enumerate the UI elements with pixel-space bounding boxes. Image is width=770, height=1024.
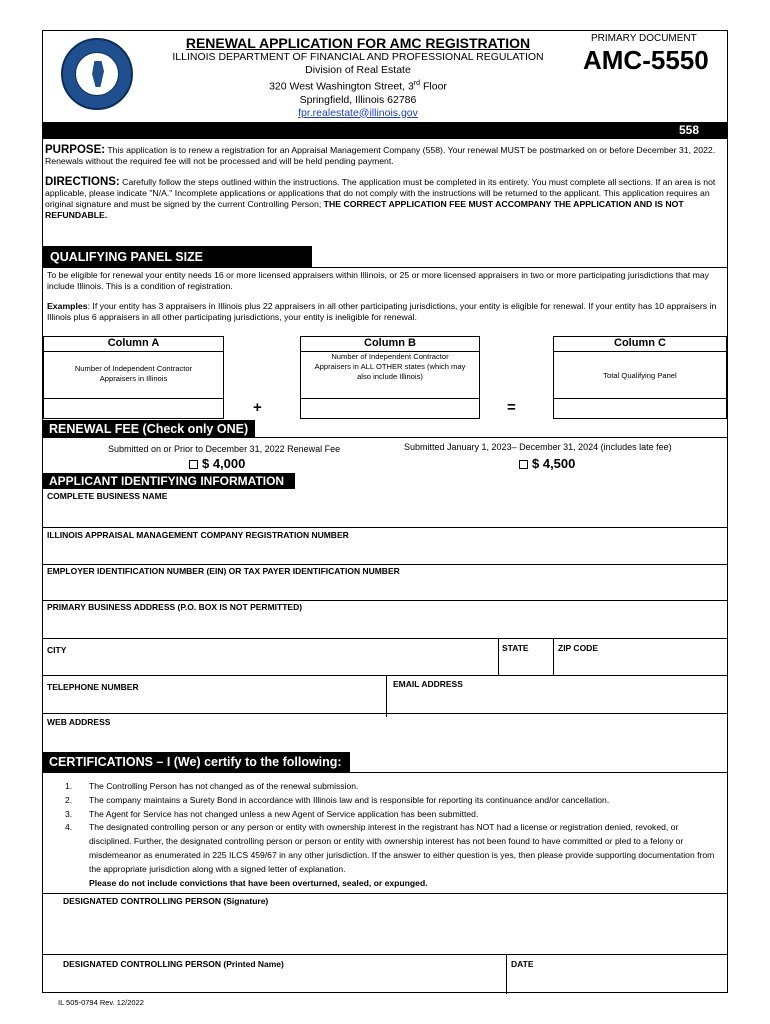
fee-heading: RENEWAL FEE (Check only ONE) bbox=[43, 420, 255, 437]
idfpr-seal-logo bbox=[61, 38, 133, 110]
email-link[interactable]: fpr.realestate@illinois.gov bbox=[298, 106, 418, 119]
examples-label: Examples bbox=[47, 301, 88, 311]
column-c-title: Column C bbox=[614, 337, 666, 349]
city-address: Springfield, Illinois 62786 bbox=[299, 93, 417, 106]
column-c-input[interactable] bbox=[554, 399, 726, 418]
date-label: DATE bbox=[511, 959, 534, 969]
business-name-field[interactable] bbox=[43, 502, 727, 527]
certifications-list bbox=[65, 780, 715, 890]
email-address-label: EMAIL ADDRESS bbox=[393, 679, 463, 689]
address-field[interactable] bbox=[43, 613, 727, 638]
applicant-heading: APPLICANT IDENTIFYING INFORMATION bbox=[43, 473, 295, 489]
zip-label: ZIP CODE bbox=[558, 643, 598, 653]
column-c-desc: Total Qualifying Panel bbox=[603, 371, 677, 380]
code-bar bbox=[43, 122, 727, 139]
column-a-desc: Number of Independent Contractor Appraisers in Illinois bbox=[74, 364, 193, 383]
license-code: 558 bbox=[678, 123, 699, 137]
department-name: ILLINOIS DEPARTMENT OF FINANCIAL AND PROFESSIONAL REGULATION bbox=[172, 51, 544, 63]
fee-option1-amount: $ 4,000 bbox=[202, 456, 246, 471]
certification-item: 3. The Agent for Service has not changed unless a new Agent of Service application has been submitted. bbox=[65, 808, 479, 819]
column-b-desc: Number of Independent Contractor Appraisers in ALL OTHER states (which may also include Illinois) bbox=[314, 352, 466, 381]
date-field[interactable] bbox=[507, 971, 726, 993]
equals-sign: = bbox=[507, 399, 516, 416]
fee-option1[interactable] bbox=[189, 456, 245, 471]
certification-bold-note: Please do not include convictions that have been overturned, sealed, or expunged. bbox=[89, 877, 428, 888]
signature-label: DESIGNATED CONTROLLING PERSON (Signature) bbox=[63, 896, 269, 906]
header-block bbox=[143, 35, 573, 120]
directions-section bbox=[45, 177, 727, 221]
form-number: AMC-5550 bbox=[583, 45, 709, 75]
fee-option2-checkbox[interactable] bbox=[519, 460, 528, 469]
state-field[interactable] bbox=[499, 657, 552, 674]
fee-option1-label: Submitted on or Prior to December 31, 2022 Renewal Fee bbox=[108, 444, 341, 454]
column-b-title: Column B bbox=[364, 337, 416, 349]
printed-name-field[interactable] bbox=[43, 971, 505, 993]
purpose-section bbox=[45, 145, 727, 167]
certification-item: 1. The Controlling Person has not changed as of the renewal submission. bbox=[65, 781, 359, 791]
web-address-label: WEB ADDRESS bbox=[47, 717, 111, 727]
signature-field[interactable] bbox=[43, 908, 727, 954]
primary-document-label: PRIMARY DOCUMENT bbox=[591, 33, 697, 44]
directions-text: Carefully follow the steps outlined within the instructions. The application must be completed in its entirety. You must complete all sections. If an area is not applicable, please indicate "N/A." Incomplete applications or applications that do not comply with the instructions will be returned to the applicant. This application requires an original signature and must be signed by the current Controlling Person; bbox=[45, 177, 716, 209]
certifications-heading: CERTIFICATIONS – I (We) certify to the following: bbox=[43, 752, 350, 772]
city-field[interactable] bbox=[43, 657, 497, 674]
email-field[interactable] bbox=[387, 693, 726, 713]
column-a-input[interactable] bbox=[44, 399, 223, 418]
purpose-heading: PURPOSE: bbox=[45, 144, 106, 156]
zip-field[interactable] bbox=[554, 657, 726, 674]
printed-name-label: DESIGNATED CONTROLLING PERSON (Printed Name) bbox=[63, 959, 284, 969]
plus-sign: + bbox=[253, 399, 262, 416]
fee-option2[interactable] bbox=[519, 456, 575, 471]
directions-bold-text: THE CORRECT APPLICATION FEE MUST ACCOMPANY THE APPLICATION AND IS NOT REFUNDABLE. bbox=[45, 199, 684, 220]
telephone-label: TELEPHONE NUMBER bbox=[47, 682, 139, 692]
registration-number-field[interactable] bbox=[43, 541, 727, 564]
application-form bbox=[42, 30, 728, 993]
form-title: RENEWAL APPLICATION FOR AMC REGISTRATION bbox=[185, 35, 531, 51]
ein-field[interactable] bbox=[43, 577, 727, 600]
fee-option1-checkbox[interactable] bbox=[189, 460, 198, 469]
web-address-field[interactable] bbox=[43, 728, 727, 750]
qualifying-text: To be eligible for renewal your entity needs 16 or more licensed appraisers within Illinois, or 25 or more licensed appraisers in two or more participating jurisdictions that may include Illinois. This is a condition of registration. bbox=[47, 270, 710, 291]
form-revision: IL 505-0794 Rev. 12/2022 bbox=[58, 998, 144, 1007]
column-a-title: Column A bbox=[107, 337, 160, 349]
certification-item: 4. The designated controlling person or any person or entity with ownership interest in the registrant has NOT had a license or registration denied, revoked, or disciplined. Further, the designated controlling person or person or entity with ownership interest has not been found to have committed or pled to a felony or misdemeanor as enumerated in 225 ILCS 459/67 in any other jurisdiction. If the answer to either question is yes, then please provide supporting documentation from the appropriate jurisdiction along with a signed letter of explanation. Please do not include convictions that have been overturned, sealed, or expunged. bbox=[65, 822, 715, 888]
city-label: CITY bbox=[47, 645, 67, 655]
certification-item: 2. The company maintains a Surety Bond in accordance with Illinois law and is responsible for reporting its continuance and/or cancellation. bbox=[65, 794, 610, 805]
directions-heading: DIRECTIONS: bbox=[45, 176, 120, 188]
qualifying-heading: QUALIFYING PANEL SIZE bbox=[43, 246, 312, 267]
street-address: 320 West Washington Street, 3rd Floor bbox=[269, 80, 447, 93]
column-b-input[interactable] bbox=[301, 399, 479, 418]
address-label: PRIMARY BUSINESS ADDRESS (P.O. BOX IS NOT PERMITTED) bbox=[47, 602, 303, 612]
purpose-text: This application is to renew a registration for an Appraisal Management Company (558). Your renewal MUST be postmarked on or before December 31, 2022. Renewals without the required fee will not be processed and will be held pending payment. bbox=[45, 145, 716, 166]
state-label: STATE bbox=[502, 643, 529, 653]
fee-option2-amount: $ 4,500 bbox=[532, 456, 576, 471]
telephone-field[interactable] bbox=[43, 693, 385, 713]
registration-number-label: ILLINOIS APPRAISAL MANAGEMENT COMPANY REGISTRATION NUMBER bbox=[47, 530, 349, 540]
fee-option2-label: Submitted January 1, 2023– December 31, 2024 (includes late fee) bbox=[404, 442, 672, 452]
business-name-label: COMPLETE BUSINESS NAME bbox=[47, 491, 168, 501]
division-name: Division of Real Estate bbox=[305, 64, 411, 76]
ein-label: EMPLOYER IDENTIFICATION NUMBER (EIN) OR TAX PAYER IDENTIFICATION NUMBER bbox=[47, 566, 400, 576]
examples-text: Examples: If your entity has 3 appraisers in Illinois plus 22 appraisers in all other participating jurisdictions, your entity is eligible for renewal. If your entity has 10 appraisers in Illinois plus 6 appraisers in all other participating jurisdictions, your entity is ineligible for renewal. bbox=[47, 301, 717, 322]
